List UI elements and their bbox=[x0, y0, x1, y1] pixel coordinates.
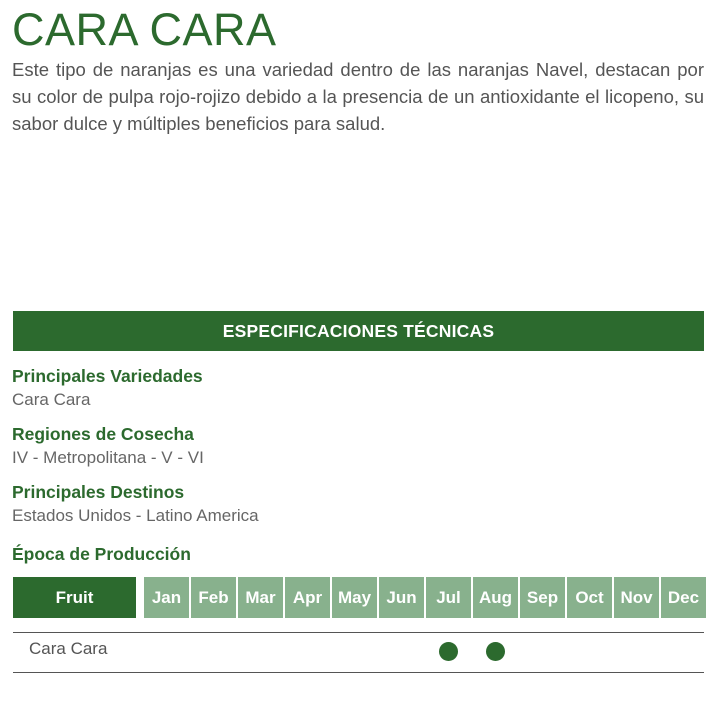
spec-destinations-label: Principales Destinos bbox=[12, 482, 185, 502]
production-label: Época de Producción bbox=[12, 544, 191, 564]
month-jun: Jun bbox=[379, 577, 424, 618]
spec-regions-value: IV - Metropolitana - V - VI bbox=[12, 448, 204, 467]
month-sep: Sep bbox=[520, 577, 565, 618]
description: Este tipo de naranjas es una variedad dentro de las naranjas Navel, destacan por su color de pulpa rojo-rojizo debido a la presencia de un antioxidante el licopeno, su sabor dulce y múltiples beneficios para salud. bbox=[12, 59, 704, 134]
month-oct: Oct bbox=[567, 577, 612, 618]
month-may: May bbox=[332, 577, 377, 618]
month-jan: Jan bbox=[144, 577, 189, 618]
spec-regions-label: Regiones de Cosecha bbox=[12, 424, 194, 444]
page-title: CARA CARA bbox=[12, 4, 277, 55]
month-aug: Aug bbox=[473, 577, 518, 618]
row-fruit-label: Cara Cara bbox=[29, 639, 108, 658]
month-feb: Feb bbox=[191, 577, 236, 618]
calendar-header bbox=[13, 577, 706, 618]
spec-regions bbox=[12, 423, 204, 469]
month-nov: Nov bbox=[614, 577, 659, 618]
specs-header: ESPECIFICACIONES TÉCNICAS bbox=[13, 311, 704, 351]
production-dot-jul bbox=[439, 642, 458, 661]
month-apr: Apr bbox=[285, 577, 330, 618]
spec-destinations bbox=[12, 481, 259, 527]
row-bottom-divider bbox=[13, 672, 704, 673]
fruit-header-cell: Fruit bbox=[13, 577, 136, 618]
month-jul: Jul bbox=[426, 577, 471, 618]
row-top-divider bbox=[13, 632, 704, 633]
spec-destinations-value: Estados Unidos - Latino America bbox=[12, 506, 259, 525]
production-dot-aug bbox=[486, 642, 505, 661]
month-dec: Dec bbox=[661, 577, 706, 618]
spec-varieties bbox=[12, 365, 203, 411]
spec-varieties-label: Principales Variedades bbox=[12, 366, 203, 386]
spec-varieties-value: Cara Cara bbox=[12, 390, 91, 409]
month-mar: Mar bbox=[238, 577, 283, 618]
